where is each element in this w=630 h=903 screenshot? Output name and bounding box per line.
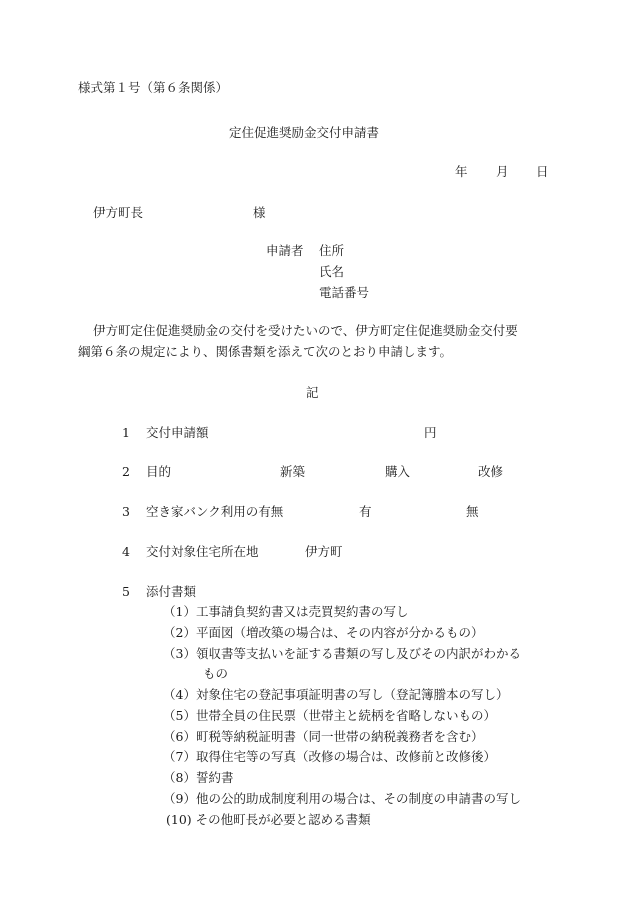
- date-day-label: 日: [536, 164, 549, 179]
- attachment-item: （2）平面図（増改築の場合は、その内容が分かるもの）: [163, 625, 484, 640]
- date-year-label: 年: [455, 164, 468, 179]
- item-number: 4: [122, 544, 130, 559]
- applicant-phone-label: 電話番号: [319, 285, 370, 300]
- attachment-item: （4）対象住宅の登記事項証明書の写し（登記簿謄本の写し）: [163, 687, 509, 702]
- body-text-line: 伊方町定住促進奨励金の交付を受けたいので、伊方町定住促進奨励金交付要: [93, 323, 518, 338]
- addressee-honorific: 様: [253, 205, 266, 220]
- attachment-item: （3）領収書等支払いを証する書類の写し及びその内訳がわかる: [163, 646, 521, 661]
- attachment-item: （1）工事請負契約書又は売買契約書の写し: [163, 604, 409, 619]
- applicant-name-label: 氏名: [319, 264, 345, 279]
- purpose-option-purchase: 購入: [385, 464, 411, 479]
- attachment-item-continuation: もの: [203, 666, 229, 681]
- item-label-application-amount: 交付申請額: [146, 425, 209, 440]
- item-label-purpose: 目的: [146, 464, 172, 479]
- item-number: 2: [122, 464, 130, 479]
- attachment-item: （8）誓約書: [163, 770, 234, 785]
- attachment-item: (10) その他町長が必要と認める書類: [166, 812, 371, 827]
- attachment-item: （5）世帯全員の住民票（世帯主と続柄を省略しないもの）: [163, 708, 496, 723]
- date-month-label: 月: [496, 164, 509, 179]
- item-label-vacant-house-bank: 空き家バンク利用の有無: [146, 504, 284, 519]
- bank-option-yes: 有: [359, 504, 372, 519]
- location-town-label: 伊方町: [305, 544, 343, 559]
- document-title: 定住促進奨励金交付申請書: [229, 125, 380, 140]
- attachment-item: （7）取得住宅等の写真（改修の場合は、改修前と改修後）: [163, 749, 496, 764]
- yen-unit-label: 円: [424, 425, 437, 440]
- form-number-label: 様式第１号（第６条関係）: [78, 80, 229, 95]
- attachment-item: （6）町税等納税証明書（同一世帯の納税義務者を含む）: [163, 729, 484, 744]
- item-number: 1: [122, 425, 130, 440]
- ki-heading: 記: [306, 385, 319, 400]
- applicant-label: 申請者: [266, 243, 304, 258]
- purpose-option-new-build: 新築: [280, 464, 306, 479]
- purpose-option-renovation: 改修: [478, 464, 504, 479]
- addressee-name: 伊方町長: [93, 205, 144, 220]
- attachment-item: （9）他の公的助成制度利用の場合は、その制度の申請書の写し: [163, 791, 521, 806]
- item-number: 5: [122, 584, 130, 599]
- item-label-house-location: 交付対象住宅所在地: [146, 544, 259, 559]
- applicant-address-label: 住所: [319, 243, 345, 258]
- body-text-line: 綱第６条の規定により、関係書類を添えて次のとおり申請します。: [78, 344, 453, 359]
- item-number: 3: [122, 504, 130, 519]
- item-label-attachments: 添付書類: [146, 584, 197, 599]
- bank-option-no: 無: [466, 504, 479, 519]
